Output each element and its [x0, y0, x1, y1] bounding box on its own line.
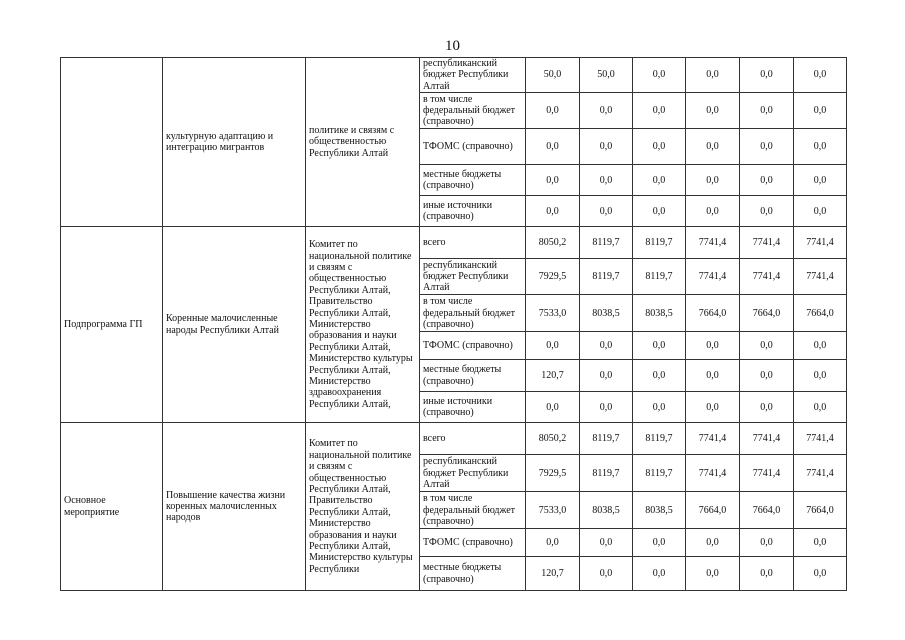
- amount-cell: 0,0: [686, 332, 740, 360]
- amount-cell: 0,0: [526, 392, 580, 423]
- section-name: культурную адаптацию и интеграцию мигрантов: [163, 58, 306, 227]
- amount-cell: 0,0: [794, 93, 847, 129]
- table-row: [61, 423, 847, 455]
- responsible-organization: Комитет по национальной политике и связям с общественностью Республики Алтай, Правительство Республики Алтай, Министерство образования и науки Республики Алтай, Министерство культуры Республики: [306, 423, 420, 591]
- amount-cell: 0,0: [686, 529, 740, 557]
- amount-cell: 0,0: [794, 557, 847, 591]
- section-name: Коренные малочисленные народы Республики Алтай: [163, 227, 306, 423]
- amount-cell: 120,7: [526, 360, 580, 392]
- page-number: 10: [445, 38, 460, 54]
- amount-cell: 0,0: [633, 165, 686, 196]
- amount-cell: 0,0: [686, 557, 740, 591]
- amount-cell: 0,0: [686, 165, 740, 196]
- amount-cell: 7741,4: [794, 259, 847, 295]
- amount-cell: 0,0: [740, 557, 794, 591]
- funding-source: в том числе федеральный бюджет (справочно): [420, 93, 526, 129]
- amount-cell: 0,0: [633, 392, 686, 423]
- amount-cell: 7741,4: [686, 259, 740, 295]
- amount-cell: 0,0: [633, 58, 686, 93]
- amount-cell: 7741,4: [686, 455, 740, 492]
- amount-cell: 0,0: [686, 360, 740, 392]
- table-row: [61, 58, 847, 93]
- amount-cell: 0,0: [526, 165, 580, 196]
- amount-cell: 50,0: [580, 58, 633, 93]
- amount-cell: 7741,4: [740, 259, 794, 295]
- funding-source: ТФОМС (справочно): [420, 332, 526, 360]
- amount-cell: 0,0: [740, 332, 794, 360]
- amount-cell: 0,0: [633, 129, 686, 165]
- amount-cell: 0,0: [580, 557, 633, 591]
- funding-source: в том числе федеральный бюджет (справочно): [420, 492, 526, 529]
- amount-cell: 0,0: [580, 196, 633, 227]
- responsible-organization: Комитет по национальной политике и связям с общественностью Республики Алтай, Правительство Республики Алтай, Министерство образования и науки Республики Алтай, Министерство культуры Республики Алтай, Министерство здравоохранения Республики Алтай,: [306, 227, 420, 423]
- amount-cell: 0,0: [686, 196, 740, 227]
- funding-source: местные бюджеты (справочно): [420, 165, 526, 196]
- amount-cell: 8119,7: [633, 455, 686, 492]
- amount-cell: 8119,7: [580, 455, 633, 492]
- amount-cell: 7664,0: [794, 295, 847, 332]
- amount-cell: 0,0: [794, 196, 847, 227]
- amount-cell: 0,0: [740, 392, 794, 423]
- amount-cell: 0,0: [794, 129, 847, 165]
- amount-cell: 8119,7: [580, 423, 633, 455]
- amount-cell: 7741,4: [794, 423, 847, 455]
- amount-cell: 0,0: [633, 360, 686, 392]
- amount-cell: 120,7: [526, 557, 580, 591]
- funding-source: местные бюджеты (справочно): [420, 557, 526, 591]
- amount-cell: 7533,0: [526, 492, 580, 529]
- amount-cell: 8119,7: [633, 423, 686, 455]
- amount-cell: 0,0: [686, 129, 740, 165]
- amount-cell: 7664,0: [686, 295, 740, 332]
- section-type: Основное мероприятие: [61, 423, 163, 591]
- amount-cell: 7929,5: [526, 259, 580, 295]
- amount-cell: 7741,4: [740, 455, 794, 492]
- amount-cell: 7741,4: [794, 227, 847, 259]
- funding-source: республиканский бюджет Республики Алтай: [420, 259, 526, 295]
- amount-cell: 0,0: [794, 165, 847, 196]
- funding-source: всего: [420, 227, 526, 259]
- amount-cell: 0,0: [794, 332, 847, 360]
- amount-cell: 7929,5: [526, 455, 580, 492]
- amount-cell: 0,0: [794, 392, 847, 423]
- amount-cell: 0,0: [633, 196, 686, 227]
- funding-source: ТФОМС (справочно): [420, 529, 526, 557]
- funding-source: всего: [420, 423, 526, 455]
- amount-cell: 0,0: [526, 93, 580, 129]
- amount-cell: 8038,5: [633, 492, 686, 529]
- amount-cell: 50,0: [526, 58, 580, 93]
- amount-cell: 0,0: [633, 557, 686, 591]
- amount-cell: 0,0: [740, 529, 794, 557]
- amount-cell: 7533,0: [526, 295, 580, 332]
- amount-cell: 7664,0: [794, 492, 847, 529]
- amount-cell: 0,0: [794, 529, 847, 557]
- amount-cell: 0,0: [580, 392, 633, 423]
- amount-cell: 0,0: [526, 332, 580, 360]
- amount-cell: 0,0: [580, 165, 633, 196]
- funding-source: в том числе федеральный бюджет (справочно): [420, 295, 526, 332]
- amount-cell: 0,0: [633, 93, 686, 129]
- amount-cell: 8038,5: [633, 295, 686, 332]
- amount-cell: 0,0: [580, 360, 633, 392]
- funding-source: республиканский бюджет Республики Алтай: [420, 455, 526, 492]
- section-type: Подпрограмма ГП: [61, 227, 163, 423]
- funding-source: республиканский бюджет Республики Алтай: [420, 58, 526, 93]
- amount-cell: 8119,7: [580, 259, 633, 295]
- amount-cell: 0,0: [580, 129, 633, 165]
- table-row: [61, 227, 847, 259]
- amount-cell: 7741,4: [740, 423, 794, 455]
- amount-cell: 7741,4: [740, 227, 794, 259]
- funding-source: иные источники (справочно): [420, 196, 526, 227]
- amount-cell: 8038,5: [580, 295, 633, 332]
- amount-cell: 0,0: [740, 93, 794, 129]
- amount-cell: 7741,4: [686, 423, 740, 455]
- amount-cell: 0,0: [526, 196, 580, 227]
- amount-cell: 0,0: [740, 58, 794, 93]
- amount-cell: 0,0: [686, 392, 740, 423]
- amount-cell: 0,0: [526, 129, 580, 165]
- amount-cell: 0,0: [740, 165, 794, 196]
- amount-cell: 8038,5: [580, 492, 633, 529]
- amount-cell: 7664,0: [740, 492, 794, 529]
- funding-source: местные бюджеты (справочно): [420, 360, 526, 392]
- amount-cell: 7664,0: [686, 492, 740, 529]
- amount-cell: 8119,7: [633, 227, 686, 259]
- amount-cell: 8119,7: [633, 259, 686, 295]
- amount-cell: 7741,4: [794, 455, 847, 492]
- amount-cell: 0,0: [526, 529, 580, 557]
- amount-cell: 8050,2: [526, 227, 580, 259]
- amount-cell: 0,0: [633, 529, 686, 557]
- amount-cell: 0,0: [740, 129, 794, 165]
- funding-source: иные источники (справочно): [420, 392, 526, 423]
- funding-source: ТФОМС (справочно): [420, 129, 526, 165]
- amount-cell: 8050,2: [526, 423, 580, 455]
- budget-table: [60, 57, 847, 591]
- amount-cell: 0,0: [580, 332, 633, 360]
- amount-cell: 0,0: [580, 93, 633, 129]
- amount-cell: 7664,0: [740, 295, 794, 332]
- amount-cell: 0,0: [794, 58, 847, 93]
- amount-cell: 8119,7: [580, 227, 633, 259]
- amount-cell: 0,0: [740, 196, 794, 227]
- amount-cell: 0,0: [686, 93, 740, 129]
- amount-cell: 7741,4: [686, 227, 740, 259]
- amount-cell: 0,0: [794, 360, 847, 392]
- amount-cell: 0,0: [740, 360, 794, 392]
- section-name: Повышение качества жизни коренных малочисленных народов: [163, 423, 306, 591]
- amount-cell: 0,0: [686, 58, 740, 93]
- amount-cell: 0,0: [580, 529, 633, 557]
- amount-cell: 0,0: [633, 332, 686, 360]
- section-type: [61, 58, 163, 227]
- responsible-organization: политике и связям с общественностью Республики Алтай: [306, 58, 420, 227]
